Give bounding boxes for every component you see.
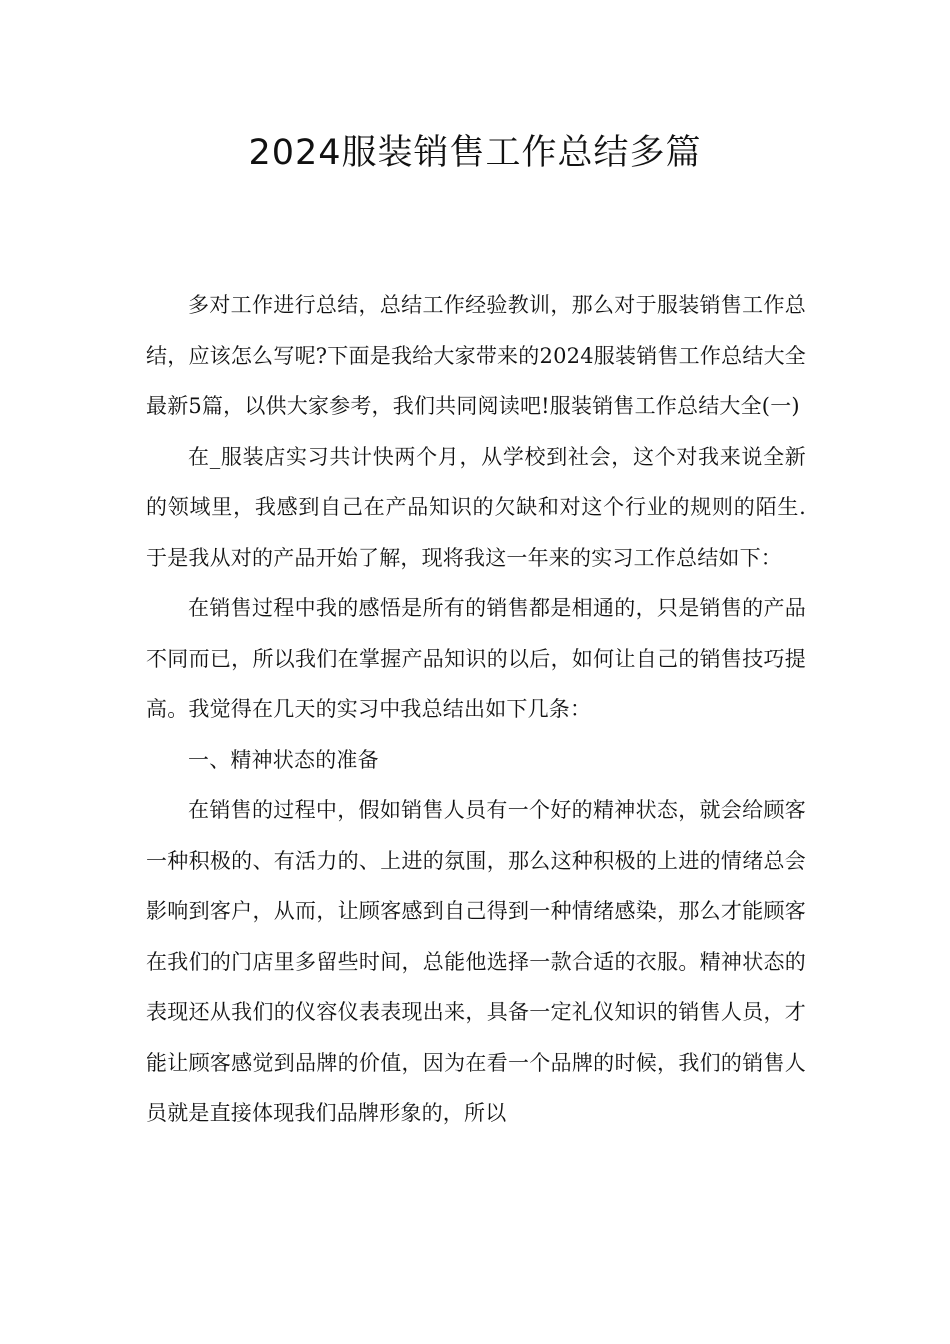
paragraph-internship: 在_服装店实习共计快两个月，从学校到社会，这个对我来说全新的领域里，我感到自己在产品知识的欠缺和对这个行业的规则的陌生.于是我从对的产品开始了解，现将我这一年来的实习工作总结如下： [146,444,806,570]
document-title: 2024服装销售工作总结多篇 [248,133,702,173]
paragraph-mental-state: 在销售的过程中，假如销售人员有一个好的精神状态，就会给顾客一种积极的、有活力的、上进的氛围，那么这种积极的上进的情绪总会影响到客户，从而，让顾客感到自己得到一种情绪感染，那么才能顾客在我们的门店里多留些时间，总能他选择一款合适的衣服。精神状态的表现还从我们的仪容仪表表现出来，具备一定礼仪知识的销售人员，才能让顾客感觉到品牌的价值，因为在看一个品牌的时候，我们的销售人员就是直接体现我们品牌形象的，所以 [146,798,806,1125]
section-heading-mental-state: 一、精神状态的准备 [188,747,379,772]
paragraph-intro: 多对工作进行总结，总结工作经验教训，那么对于服装销售工作总结，应该怎么写呢?下面是我给大家带来的2024服装销售工作总结大全最新5篇，以供大家参考，我们共同阅读吧!服装销售工作总结大全(一) [146,293,806,418]
paragraph-sales-insight: 在销售过程中我的感悟是所有的销售都是相通的，只是销售的产品不同而已，所以我们在掌握产品知识的以后，如何让自己的销售技巧提高。我觉得在几天的实习中我总结出如下几条： [146,596,806,721]
document-body [146,280,806,1139]
